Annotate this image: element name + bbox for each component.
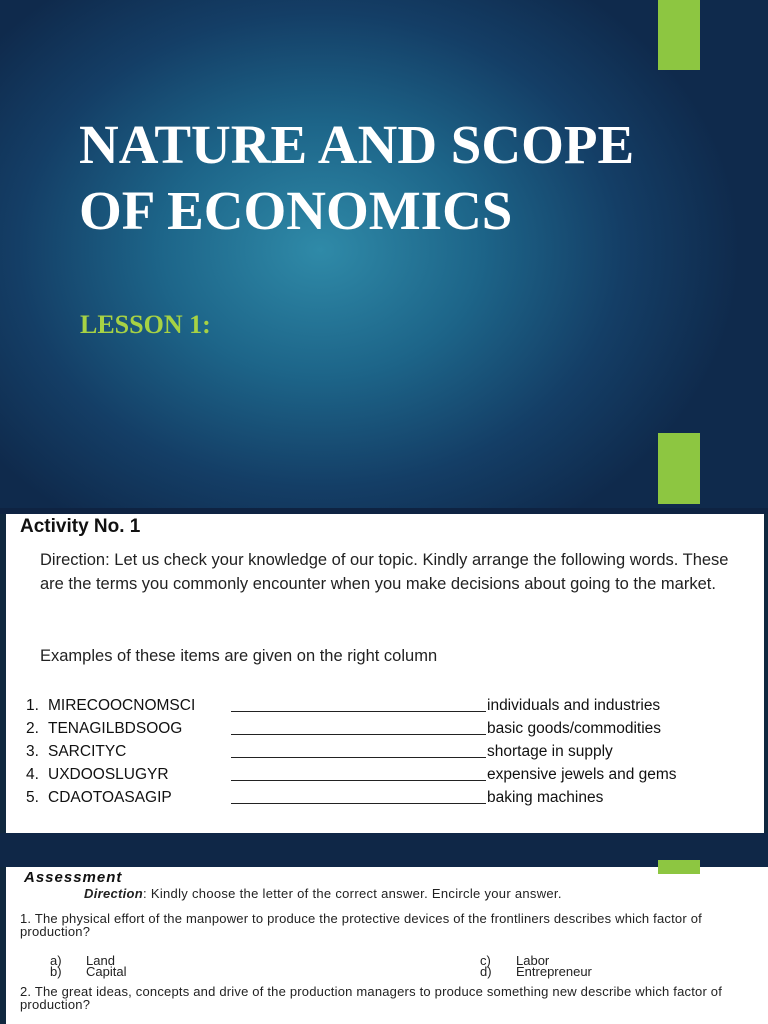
divider-strip-2: [0, 833, 768, 867]
activity-direction: Direction: Let us check your knowledge of our topic. Kindly arrange the following words. These are the terms you commonly encounter when you make decisions about going to the market.: [40, 551, 729, 593]
item-number: 2.: [26, 720, 39, 737]
list-item: [26, 789, 756, 812]
scrambled-word: SARCITYC: [48, 743, 127, 760]
accent-bar-bottom: [658, 433, 700, 504]
option-letter: d): [480, 964, 492, 979]
activity-heading: Activity No. 1: [20, 516, 141, 537]
option-letter: c): [480, 953, 491, 968]
option-letter: b): [50, 964, 62, 979]
list-item: [26, 697, 756, 720]
option-text: Land: [86, 953, 115, 968]
scrambled-word: UXDOOSLUGYR: [48, 766, 169, 783]
option-text: Capital: [86, 964, 127, 979]
option-text: Entrepreneur: [516, 964, 592, 979]
item-number: 1.: [26, 697, 39, 714]
list-item: [26, 720, 756, 743]
option-d: [480, 966, 592, 978]
scrambled-word-list: [26, 697, 756, 812]
assessment-direction: [84, 886, 562, 901]
scrambled-word: CDAOTOASAGIP: [48, 789, 172, 806]
slide-subtitle: LESSON 1:: [80, 310, 211, 339]
hint-text: basic goods/commodities: [487, 720, 662, 737]
list-item: [26, 766, 756, 789]
direction-label: Direction: [84, 886, 144, 901]
item-number: 3.: [26, 743, 39, 760]
assessment-heading: Assessment: [24, 869, 123, 886]
accent-bar-assessment: [658, 860, 700, 874]
list-item: [26, 743, 756, 766]
answer-blank: [231, 780, 486, 781]
assessment-panel: [6, 867, 768, 1024]
option-text: Labor: [516, 953, 550, 968]
question-1: 1. The physical effort of the manpower to produce the protective devices of the frontliners describes which factor of production?: [20, 911, 702, 939]
answer-blank: [231, 734, 486, 735]
answer-blank: [231, 757, 486, 758]
hint-text: baking machines: [487, 789, 604, 806]
option-b: [50, 966, 126, 978]
hint-text: expensive jewels and gems: [487, 766, 677, 783]
activity-panel: [6, 514, 764, 833]
activity-examples-note: Examples of these items are given on the right column: [40, 647, 438, 665]
scrambled-word: TENAGILBDSOOG: [48, 720, 183, 737]
accent-bar-top: [658, 0, 700, 70]
slide-title: [79, 112, 719, 244]
slide-title-line-2: OF ECONOMICS: [79, 180, 513, 241]
answer-blank: [231, 711, 486, 712]
option-letter: a): [50, 953, 62, 968]
slide-title-line-1: NATURE AND SCOPE: [79, 114, 635, 175]
answer-blank: [231, 803, 486, 804]
title-slide: [0, 0, 768, 508]
item-number: 4.: [26, 766, 39, 783]
scrambled-word: MIRECOOCNOMSCI: [48, 697, 196, 714]
question-2: 2. The great ideas, concepts and drive of the production managers to produce something new describe which factor of production?: [20, 984, 723, 1012]
hint-text: shortage in supply: [487, 743, 613, 760]
direction-text: : Kindly choose the letter of the correct answer. Encircle your answer.: [143, 886, 562, 901]
item-number: 5.: [26, 789, 39, 806]
hint-text: individuals and industries: [487, 697, 661, 714]
